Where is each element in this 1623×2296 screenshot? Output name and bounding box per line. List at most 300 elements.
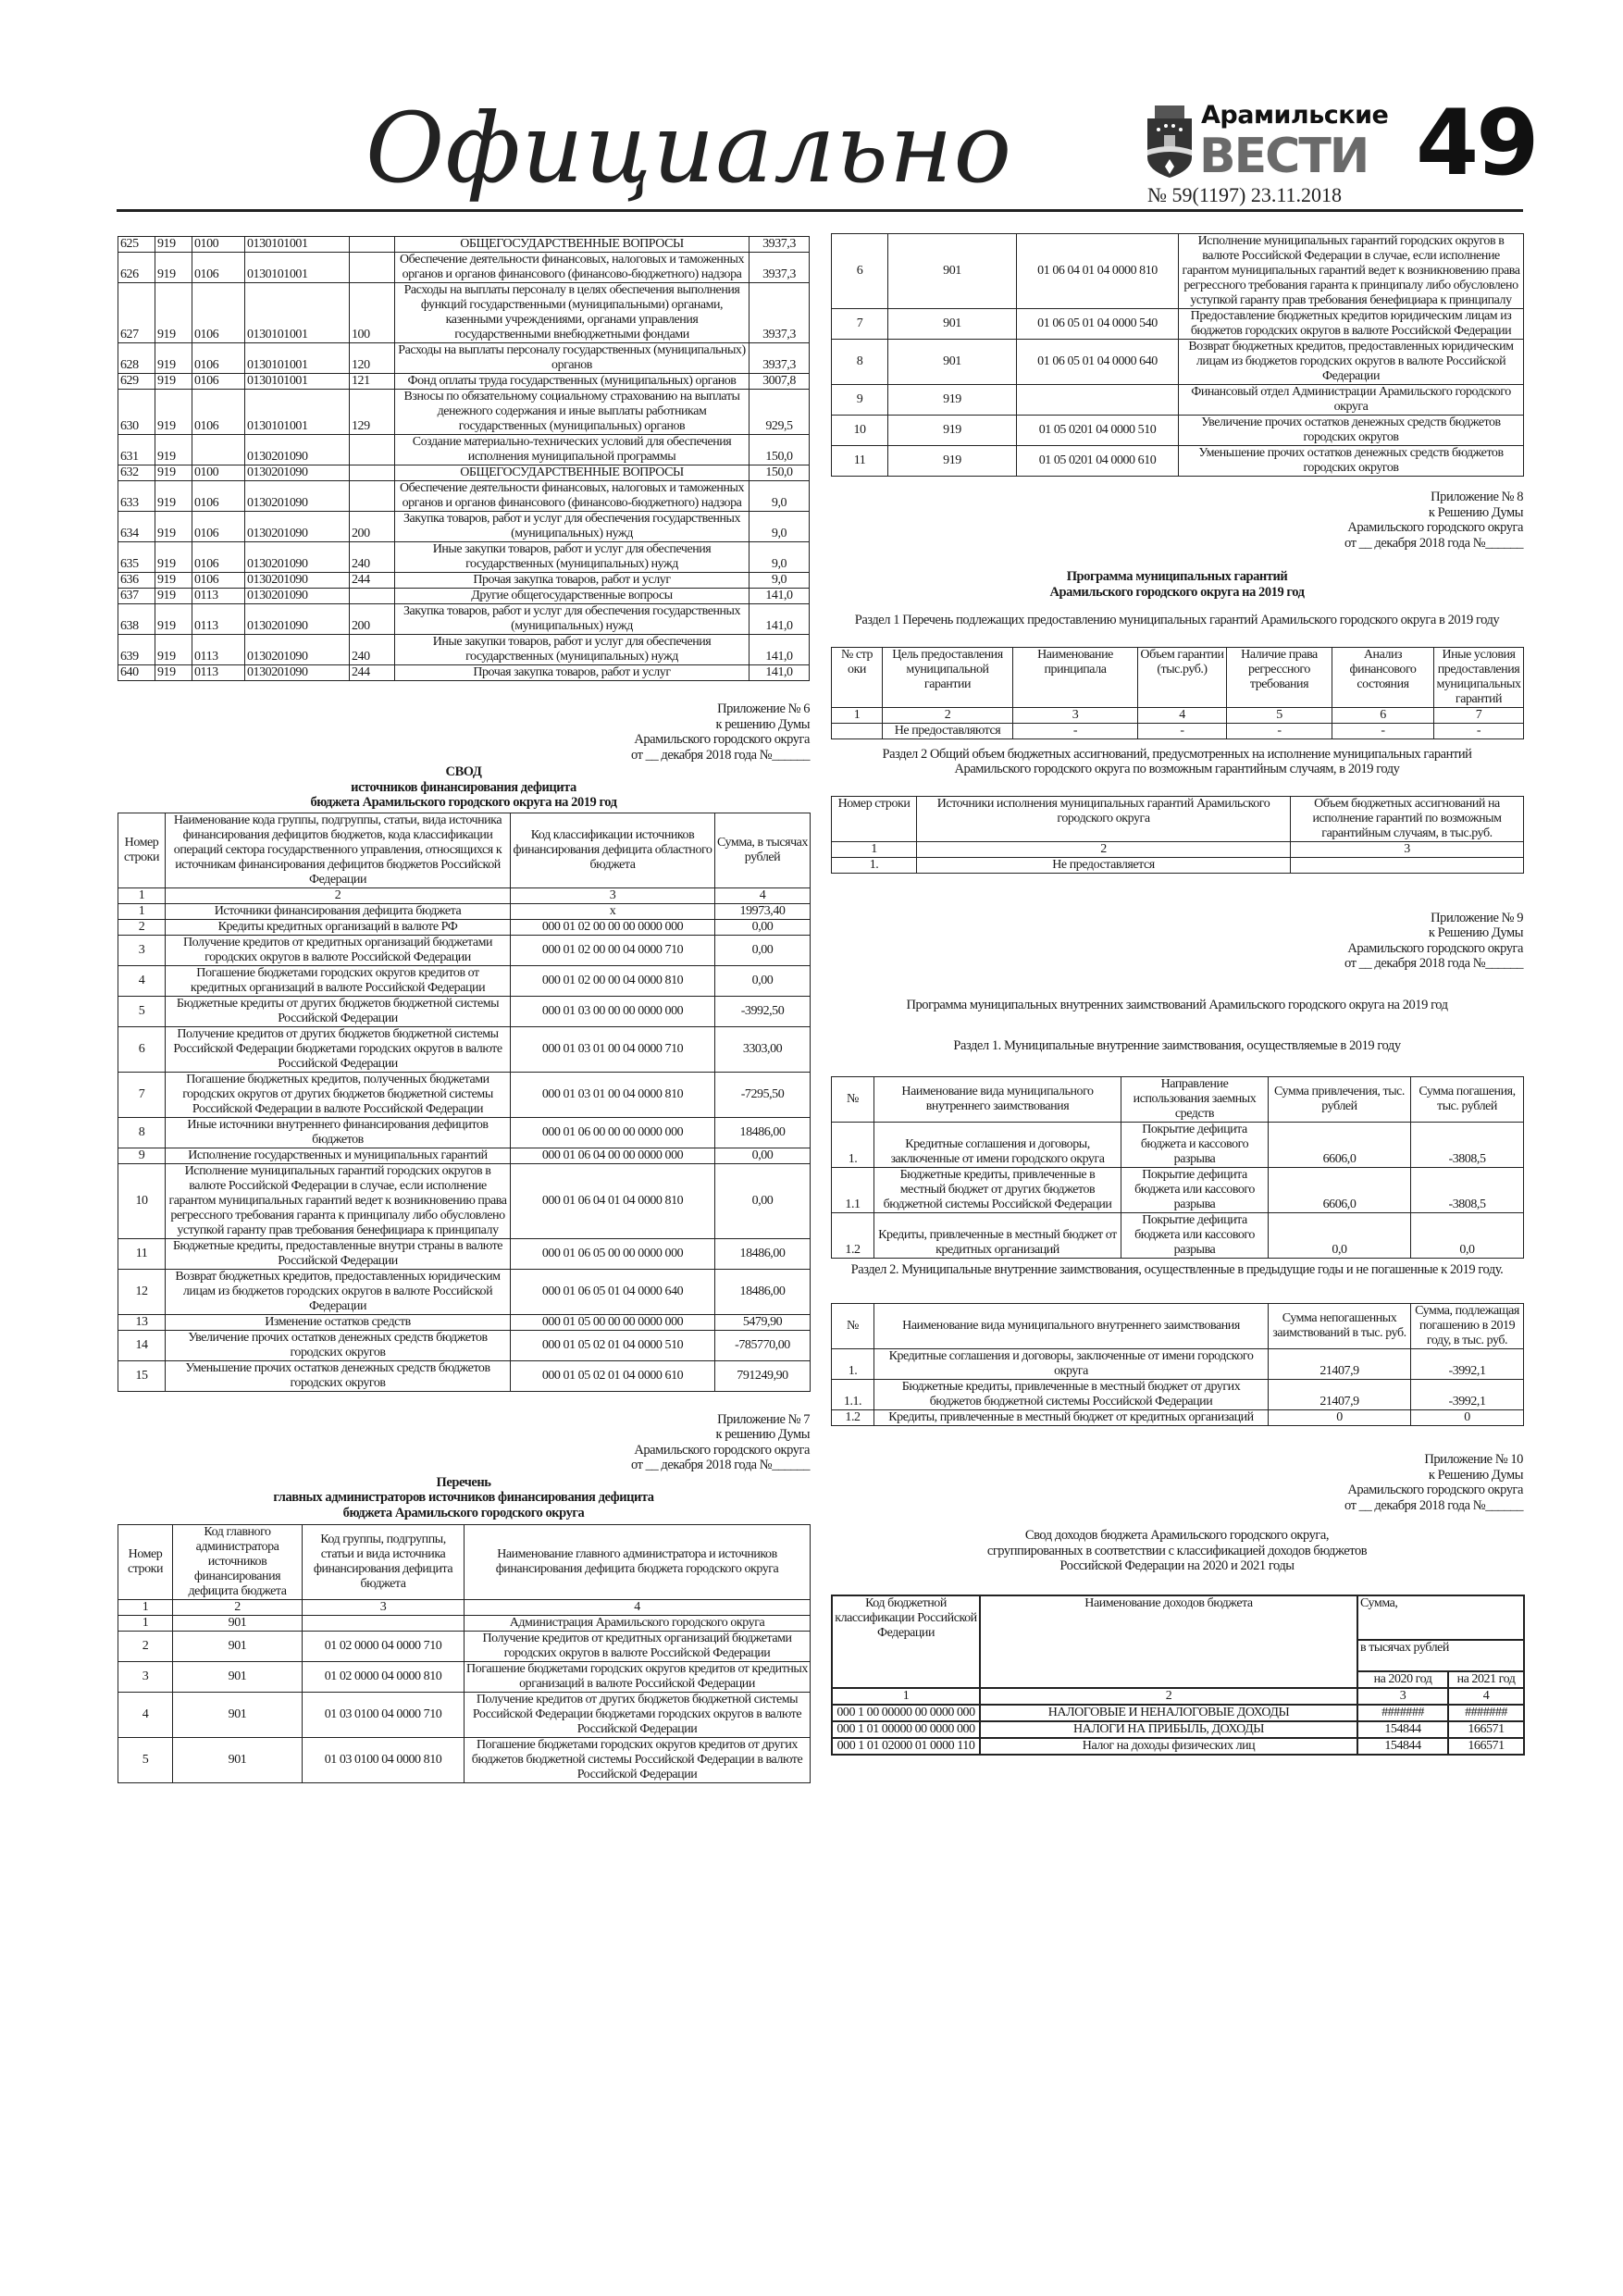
table-row	[832, 1304, 1524, 1349]
table-cell: 3937,3	[750, 283, 810, 343]
table-cell: Не предоставляется	[917, 857, 1291, 873]
appendix-caption-line: от __ декабря 2018 года №______	[1344, 535, 1523, 551]
table-cell: Закупка товаров, работ и услуг для обеспечения государственных (муниципальных) нужд	[395, 604, 750, 635]
table-cell: 15	[118, 1360, 166, 1391]
table-cell: 0113	[192, 589, 245, 604]
table-cell: Источники исполнения муниципальных гарантий Арамильского городского округа	[917, 796, 1291, 841]
table-cell: 240	[350, 635, 395, 665]
table-row	[832, 857, 1524, 873]
table-cell	[350, 253, 395, 283]
table-cell: 0130101001	[245, 343, 350, 374]
table-cell: 0106	[192, 390, 245, 435]
appendix-9-title: Программа муниципальных внутренних заимствований Арамильского городского округа на 2019 год	[906, 997, 1448, 1012]
table-cell: 929,5	[750, 390, 810, 435]
table-row	[118, 435, 810, 465]
table-cell: 4	[1138, 707, 1227, 723]
table-cell: 0130101001	[245, 283, 350, 343]
table-cell	[350, 237, 395, 253]
table-row	[118, 813, 811, 887]
table-cell: Номер строки	[118, 1525, 173, 1600]
table-cell: 3	[118, 935, 166, 965]
table-cell: 244	[350, 573, 395, 589]
table-cell: Финансовый отдел Администрации Арамильского городского округа	[1179, 385, 1524, 416]
table-cell: 0106	[192, 343, 245, 374]
outstanding-borrowings-table	[831, 1303, 1524, 1426]
table-cell: Фонд оплаты труда государственных (муниципальных) органов	[395, 374, 750, 390]
table-cell: 4	[118, 1693, 173, 1738]
table-cell: Сумма, подлежащая погашению в 2019 году, в тыс. руб.	[1411, 1304, 1524, 1349]
table-cell: 0130201090	[245, 604, 350, 635]
table-cell: -	[1138, 723, 1227, 738]
table-cell: Иные условия предоставления муниципальных гарантий	[1434, 647, 1524, 707]
table-title-line: Арамильского городского округа на 2019 год	[1049, 584, 1305, 600]
table-cell: 1	[118, 887, 166, 903]
table-cell: 000 1 01 00000 00 0000 000	[832, 1721, 980, 1738]
administrators-table-continued-block	[831, 233, 1523, 477]
table-cell: 901	[173, 1693, 303, 1738]
table-cell: 4	[1448, 1688, 1524, 1705]
table-cell: Наименование принципала	[1013, 647, 1138, 707]
table-cell: 129	[350, 390, 395, 435]
table-row	[832, 647, 1524, 707]
table-cell: 919	[888, 416, 1017, 446]
table-cell: Номер строки	[832, 796, 917, 841]
table-cell: Обеспечение деятельности финансовых, налоговых и таможенных органов и органов финансового (финансово-бюджетного) надзора	[395, 253, 750, 283]
appendix-8	[831, 490, 1523, 874]
table-cell: Закупка товаров, работ и услуг для обеспечения государственных (муниципальных) нужд	[395, 512, 750, 542]
header-2021: на 2021 год	[1448, 1671, 1524, 1688]
table-cell: Исполнение муниципальных гарантий городских округов в валюте Российской Федерации в случае, если исполнение гарантом муниципальных гарантий ведет к возникновению права регрессного требования гаранта к принципалу либо обусловлено уступкой гаранту прав требования бенефициара к принципалу	[166, 1163, 511, 1238]
table-cell: 100	[350, 283, 395, 343]
table-cell: 3937,3	[750, 253, 810, 283]
table-cell: 4	[118, 965, 166, 996]
table-row	[832, 1076, 1524, 1122]
table-title-line: бюджета Арамильского городского округа	[342, 1505, 585, 1520]
table-cell: 2	[118, 1632, 173, 1662]
table-cell: 0	[1269, 1410, 1411, 1426]
table-row	[832, 416, 1524, 446]
table-cell: 0,00	[715, 1148, 811, 1163]
table-cell: 0130201090	[245, 542, 350, 573]
table-cell: Бюджетные кредиты, привлеченные в местный бюджет от других бюджетов бюджетной системы Российской Федерации	[874, 1167, 1121, 1212]
table-cell: 4	[715, 887, 811, 903]
table-cell: Сумма привлечения, тыс. рублей	[1269, 1076, 1411, 1122]
table-cell: 000 01 02 00 00 04 0000 810	[511, 965, 715, 996]
table-cell: 636	[118, 573, 155, 589]
table-cell: -3808,5	[1411, 1122, 1524, 1167]
deficit-sources-table	[118, 813, 811, 1392]
table-cell: 01 02 0000 04 0000 810	[303, 1662, 465, 1693]
table-cell: 2	[917, 841, 1291, 857]
table-cell: 000 01 03 00 00 00 0000 000	[511, 996, 715, 1026]
table-cell: Увеличение прочих остатков денежных средств бюджетов городских округов	[1179, 416, 1524, 446]
table-cell	[1291, 857, 1524, 873]
table-cell: Расходы на выплаты персоналу в целях обеспечения выполнения функций государственными (муниципальными) органами, казенными учреждениями, органами управления государственными внебюджетными фондами	[395, 283, 750, 343]
page-number: 49	[1416, 91, 1537, 196]
table-cell: 141,0	[750, 589, 810, 604]
table-row	[118, 343, 810, 374]
table-cell: 141,0	[750, 635, 810, 665]
table-cell: 0,00	[715, 935, 811, 965]
table-row	[118, 1693, 811, 1738]
table-title-line: Российской Федерации на 2020 и 2021 годы	[1059, 1558, 1295, 1573]
table-row	[118, 1117, 811, 1148]
table-cell: 0,00	[715, 919, 811, 935]
table-row	[118, 1738, 811, 1783]
appendix-caption-line: Приложение № 8	[1431, 490, 1523, 504]
table-cell: Сумма, в тысячах рублей	[715, 813, 811, 887]
table-cell: Наименование вида муниципального внутреннего заимствования	[874, 1304, 1269, 1349]
table-cell: Иные закупки товаров, работ и услуг для обеспечения государственных (муниципальных) нужд	[395, 542, 750, 573]
table-cell: 000 01 06 04 01 04 0000 810	[511, 1163, 715, 1238]
table-row	[118, 390, 810, 435]
table-cell: 000 1 01 02000 01 0000 110	[832, 1738, 980, 1755]
table-cell: 200	[350, 512, 395, 542]
table-cell: 3303,00	[715, 1026, 811, 1072]
table-row	[118, 1269, 811, 1314]
table-cell: 901	[888, 309, 1017, 340]
table-row	[118, 965, 811, 996]
table-cell: 141,0	[750, 604, 810, 635]
table-cell: Покрытие дефицита бюджета или кассового разрыва	[1121, 1212, 1269, 1258]
table-cell: Бюджетные кредиты, привлеченные в местный бюджет от других бюджетов бюджетной системы Российской Федерации	[874, 1380, 1269, 1410]
table-cell: 166571	[1448, 1738, 1524, 1755]
table-cell: НАЛОГОВЫЕ И НЕНАЛОГОВЫЕ ДОХОДЫ	[980, 1705, 1357, 1721]
table-cell: Бюджетные кредиты, предоставленные внутри страны в валюте Российской Федерации	[166, 1238, 511, 1269]
section-title: Официально	[365, 92, 1013, 205]
table-row	[832, 234, 1524, 309]
table-row	[832, 1380, 1524, 1410]
table-cell: 901	[888, 340, 1017, 385]
table-cell: 0130101001	[245, 253, 350, 283]
table-cell: х	[511, 903, 715, 919]
table-cell: Сумма погашения, тыс. рублей	[1411, 1076, 1524, 1122]
table-cell: 10	[118, 1163, 166, 1238]
table-cell: 0130201090	[245, 665, 350, 681]
appendix-10	[831, 1452, 1523, 1756]
table-row	[118, 512, 810, 542]
table-row	[118, 1314, 811, 1330]
table-row	[118, 1148, 811, 1163]
appendix-caption-line: к Решению Думы	[1428, 504, 1523, 520]
expenses-table	[118, 236, 810, 681]
table-cell: Наименование вида муниципального внутреннего заимствования	[874, 1076, 1121, 1122]
table-cell: -	[1227, 723, 1332, 738]
appendix-caption-line: Арамильского городского округа	[634, 732, 810, 747]
appendix-caption-line: к Решению Думы	[1428, 925, 1523, 940]
table-row	[118, 1662, 811, 1693]
table-cell: Покрытие дефицита бюджета и кассового разрыва	[1121, 1122, 1269, 1167]
table-row	[118, 374, 810, 390]
table-row	[118, 1616, 811, 1632]
table-cell: Кредитные соглашения и договоры, заключенные от имени городского округа	[874, 1122, 1121, 1167]
table-cell: Расходы на выплаты персоналу государственных (муниципальных) органов	[395, 343, 750, 374]
table-cell: Прочая закупка товаров, работ и услуг	[395, 573, 750, 589]
table-cell: 919	[155, 665, 192, 681]
expenses-table-block	[118, 236, 810, 681]
table-cell: Администрация Арамильского городского округа	[465, 1616, 811, 1632]
section-1-caption: Раздел 1. Муниципальные внутренние заимствования, осуществляемые в 2019 году	[953, 1038, 1401, 1053]
table-row	[118, 573, 810, 589]
table-cell: 3	[511, 887, 715, 903]
table-cell: 141,0	[750, 665, 810, 681]
brand-name-top: Арамильские	[1201, 101, 1389, 130]
table-title-line: источников финансирования дефицита	[351, 779, 576, 795]
coat-of-arms-icon	[1146, 105, 1194, 178]
table-cell: 1	[118, 903, 166, 919]
table-cell: Погашение бюджетами городских округов кредитов от кредитных организаций в валюте Российской Федерации	[166, 965, 511, 996]
table-cell: 638	[118, 604, 155, 635]
table-row	[832, 796, 1524, 841]
table-row	[832, 340, 1524, 385]
table-cell: Анализ финансового состояния	[1332, 647, 1434, 707]
table-cell: 919	[155, 390, 192, 435]
table-cell: 2	[980, 1688, 1357, 1705]
table-cell: Покрытие дефицита бюджета или кассового разрыва	[1121, 1167, 1269, 1212]
table-cell	[350, 589, 395, 604]
guarantee-allocations-table	[831, 796, 1524, 874]
table-row	[832, 1167, 1524, 1212]
table-cell: 919	[155, 604, 192, 635]
table-cell: 0106	[192, 374, 245, 390]
table-cell: 000 01 06 04 00 00 0000 000	[511, 1148, 715, 1163]
table-cell: Иные закупки товаров, работ и услуг для обеспечения государственных (муниципальных) нужд	[395, 635, 750, 665]
table-cell: 1.2	[832, 1410, 874, 1426]
table-cell: 0130201090	[245, 573, 350, 589]
table-row	[118, 665, 810, 681]
administrators-table-continued	[831, 233, 1524, 477]
table-cell: 01 02 0000 04 0000 710	[303, 1632, 465, 1662]
appendix-caption-line: Арамильского городского округа	[1347, 520, 1523, 535]
table-cell: 1	[832, 1688, 980, 1705]
table-row	[118, 1600, 811, 1616]
table-cell: 6	[1332, 707, 1434, 723]
table-cell	[303, 1616, 465, 1632]
table-row	[832, 1721, 1524, 1738]
table-cell: 240	[350, 542, 395, 573]
table-cell: 9,0	[750, 512, 810, 542]
table-row	[832, 1688, 1524, 1705]
table-cell: 01 06 05 01 04 0000 540	[1017, 309, 1179, 340]
appendix-caption-line: к Решению Думы	[1428, 1467, 1523, 1483]
table-cell	[350, 435, 395, 465]
brand-name-main: ВЕСТИ	[1199, 129, 1369, 184]
table-cell: 628	[118, 343, 155, 374]
table-cell: Не предоставляются	[883, 723, 1013, 738]
table-row	[832, 841, 1524, 857]
table-cell: 01 05 0201 04 0000 510	[1017, 416, 1179, 446]
table-cell: 639	[118, 635, 155, 665]
table-title-line: бюджета Арамильского городского округа на 2019 год	[310, 795, 617, 810]
table-cell: Получение кредитов от других бюджетов бюджетной системы Российской Федерации бюджетами городских округов в валюте Российской Федерации	[166, 1026, 511, 1072]
table-cell: 0106	[192, 253, 245, 283]
table-row	[832, 1705, 1524, 1721]
appendix-7	[118, 1412, 810, 1784]
table-cell: НАЛОГИ НА ПРИБЫЛЬ, ДОХОДЫ	[980, 1721, 1357, 1738]
table-row	[832, 446, 1524, 477]
table-cell: 000 01 05 02 01 04 0000 610	[511, 1360, 715, 1391]
table-cell: 11	[118, 1238, 166, 1269]
table-cell: Объем гарантии (тыс.руб.)	[1138, 647, 1227, 707]
table-row	[118, 935, 811, 965]
table-cell: 0106	[192, 283, 245, 343]
table-cell: 919	[155, 237, 192, 253]
section-2-caption: Раздел 2. Муниципальные внутренние заимствования, осуществленные в предыдущие годы и не погашенные к 2019 году.	[850, 1261, 1504, 1277]
appendix-caption-line: к решению Думы	[715, 716, 810, 732]
table-row	[118, 1238, 811, 1269]
table-cell: 01 06 04 01 04 0000 810	[1017, 234, 1179, 309]
table-cell: 901	[173, 1632, 303, 1662]
table-cell: 19973,40	[715, 903, 811, 919]
table-row	[118, 283, 810, 343]
table-cell: 0130201090	[245, 635, 350, 665]
table-cell: 640	[118, 665, 155, 681]
table-cell: -3992,1	[1411, 1380, 1524, 1410]
table-title-line: Перечень	[436, 1474, 491, 1490]
table-cell: Исполнение муниципальных гарантий городских округов в валюте Российской Федерации в случае, если исполнение гарантом муниципальных гарантий ведет к возникновению права регрессного требования гаранта к принципалу либо обусловлено уступкой гаранту прав требования бенефициара к принципалу	[1179, 234, 1524, 309]
table-cell: Погашение бюджетных кредитов, полученных бюджетами городских округов от других бюджетов бюджетной системы Российской Федерации в валюте Российской Федерации	[166, 1072, 511, 1117]
table-cell: 6606,0	[1269, 1167, 1411, 1212]
table-cell: 5479,90	[715, 1314, 811, 1330]
table-row	[118, 481, 810, 512]
table-cell: №	[832, 1304, 874, 1349]
table-cell: 7	[1434, 707, 1524, 723]
table-cell: 0113	[192, 635, 245, 665]
table-cell: 637	[118, 589, 155, 604]
table-cell: Наименование кода группы, подгруппы, статьи, вида источника финансирования дефицитов бюджетов, кода классификации операций сектора государственного управления, относящихся к источникам финансирования дефицитов бюджетов Российской Федерации	[166, 813, 511, 887]
table-cell: 2	[883, 707, 1013, 723]
table-cell: Цель предоставления муниципальной гарантии	[883, 647, 1013, 707]
appendix-caption-line: от __ декабря 2018 года №______	[1344, 1497, 1523, 1513]
table-cell: 0106	[192, 542, 245, 573]
table-cell: 150,0	[750, 465, 810, 481]
table-cell: 901	[173, 1738, 303, 1783]
table-cell: 000 01 06 00 00 00 0000 000	[511, 1117, 715, 1148]
table-cell: -7295,50	[715, 1072, 811, 1117]
table-cell: 0,0	[1269, 1212, 1411, 1258]
table-cell: 121	[350, 374, 395, 390]
table-cell: #######	[1357, 1705, 1448, 1721]
table-cell: 9	[118, 1148, 166, 1163]
table-cell: -3992,1	[1411, 1349, 1524, 1380]
table-title-line: СВОД	[445, 764, 482, 779]
table-cell: Наименование главного администратора и источников финансирования дефицита бюджета городского округа	[465, 1525, 811, 1600]
table-cell: 0	[1411, 1410, 1524, 1426]
table-cell: Погашение бюджетами городских округов кредитов от других бюджетов бюджетной системы Российской Федерации в валюте Российской Федерации	[465, 1738, 811, 1783]
table-cell: 0130101001	[245, 374, 350, 390]
table-cell: 000 01 02 00 00 04 0000 710	[511, 935, 715, 965]
table-cell: 000 01 03 01 00 04 0000 810	[511, 1072, 715, 1117]
table-cell: 632	[118, 465, 155, 481]
table-cell	[1017, 385, 1179, 416]
table-cell: Налог на доходы физических лиц	[980, 1738, 1357, 1755]
table-row	[832, 1410, 1524, 1426]
appendix-caption-line: Приложение № 6	[717, 701, 810, 716]
table-cell: 0130101001	[245, 390, 350, 435]
table-cell: 3007,8	[750, 374, 810, 390]
table-cell: -	[1013, 723, 1138, 738]
table-cell: 1.2	[832, 1212, 874, 1258]
table-row	[118, 1026, 811, 1072]
appendix-9	[831, 911, 1523, 1427]
table-cell: 901	[173, 1616, 303, 1632]
table-cell: 919	[155, 542, 192, 573]
table-row	[118, 635, 810, 665]
table-cell: 919	[155, 589, 192, 604]
table-cell: 0100	[192, 465, 245, 481]
appendix-caption-line: Арамильского городского округа	[1347, 1483, 1523, 1497]
table-cell: 625	[118, 237, 155, 253]
issue-number-date: № 59(1197) 23.11.2018	[1147, 183, 1343, 206]
table-row	[832, 1349, 1524, 1380]
table-cell: 919	[155, 481, 192, 512]
table-cell: 18486,00	[715, 1117, 811, 1148]
table-cell: 633	[118, 481, 155, 512]
table-cell: Источники финансирования дефицита бюджета	[166, 903, 511, 919]
table-cell	[350, 481, 395, 512]
table-row	[118, 237, 810, 253]
table-cell: 8	[832, 340, 888, 385]
table-row	[118, 996, 811, 1026]
table-cell: 1.1.	[832, 1380, 874, 1410]
section-2-caption: Раздел 2 Общий объем бюджетных ассигнований, предусмотренных на исполнение муниципальных гарантий Арамильского городского округа по возможным гарантийным случаям, в 2019 году	[882, 746, 1472, 776]
table-cell: 0130201090	[245, 512, 350, 542]
table-cell: 2	[166, 887, 511, 903]
table-cell: Кредиты кредитных организаций в валюте РФ	[166, 919, 511, 935]
table-row	[832, 1122, 1524, 1167]
table-cell: 154844	[1357, 1721, 1448, 1738]
table-cell: 200	[350, 604, 395, 635]
table-title-line: главных администраторов источников финансирования дефицита	[273, 1490, 654, 1505]
table-cell: ОБЩЕГОСУДАРСТВЕННЫЕ ВОПРОСЫ	[395, 237, 750, 253]
table-cell: 3	[1357, 1688, 1448, 1705]
table-cell: 7	[118, 1072, 166, 1117]
table-cell: 5	[1227, 707, 1332, 723]
table-cell: 919	[155, 283, 192, 343]
table-cell: 1	[832, 841, 917, 857]
table-cell: Код классификации источников финансирования дефицита областного бюджета	[511, 813, 715, 887]
table-cell: 21407,9	[1269, 1349, 1411, 1380]
right-column	[831, 233, 1523, 1756]
table-title-line: Программа муниципальных гарантий	[1066, 569, 1288, 584]
appendix-caption-line: от __ декабря 2018 года №______	[630, 747, 810, 763]
table-row	[118, 465, 810, 481]
table-cell: 3	[1291, 841, 1524, 857]
table-cell: 3	[303, 1600, 465, 1616]
table-cell: 1.1	[832, 1167, 874, 1212]
header-name: Наименование доходов бюджета	[980, 1595, 1357, 1688]
appendix-caption-line: Приложение № 7	[717, 1411, 810, 1427]
table-cell: 3937,3	[750, 343, 810, 374]
table-cell: 0,00	[715, 1163, 811, 1238]
appendix-caption-line: Приложение № 10	[1424, 1452, 1523, 1467]
table-cell: ОБЩЕГОСУДАРСТВЕННЫЕ ВОПРОСЫ	[395, 465, 750, 481]
table-cell: 919	[155, 512, 192, 542]
table-row	[118, 1632, 811, 1662]
borrowings-2019-table	[831, 1076, 1524, 1259]
table-cell: 244	[350, 665, 395, 681]
table-cell: Кредиты, привлеченные в местный бюджет от кредитных организаций	[874, 1410, 1269, 1426]
table-cell: -	[1434, 723, 1524, 738]
table-cell: 1	[118, 1600, 173, 1616]
table-cell: Уменьшение прочих остатков денежных средств бюджетов городских округов	[1179, 446, 1524, 477]
header-sum: Сумма,	[1357, 1595, 1524, 1640]
table-cell: 1.	[832, 857, 917, 873]
table-cell: 6	[118, 1026, 166, 1072]
table-cell: Номер строки	[118, 813, 166, 887]
table-cell: 919	[155, 374, 192, 390]
table-cell: 120	[350, 343, 395, 374]
